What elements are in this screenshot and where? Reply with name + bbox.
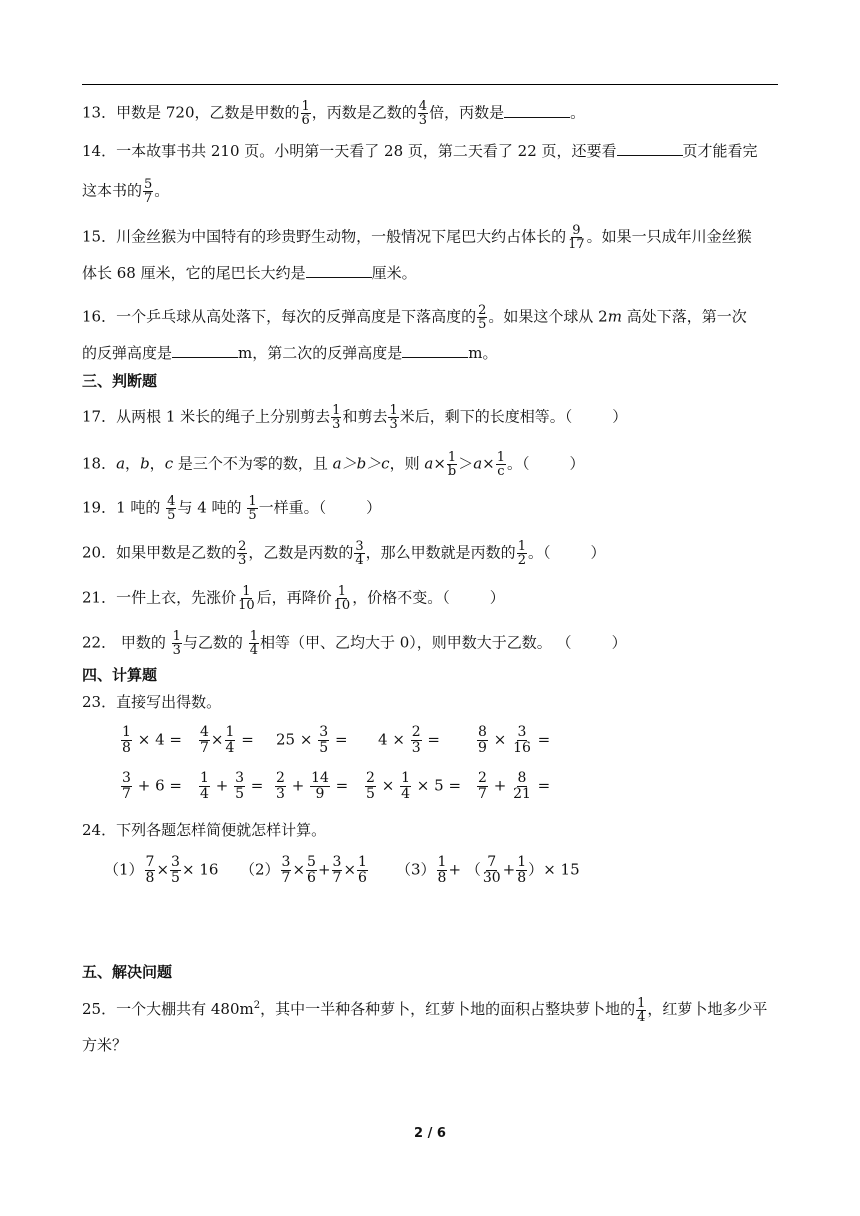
question-20 — [82, 540, 606, 567]
fraction — [237, 540, 247, 567]
denominator: 5 — [167, 508, 176, 523]
numerator: 2 — [366, 770, 375, 786]
denominator: 6 — [301, 113, 310, 128]
q18-text: 18． — [82, 454, 117, 473]
section-heading-problems: 五、解决问题 — [82, 963, 173, 981]
open-paren: （ — [465, 860, 481, 879]
plus-sign: + — [215, 776, 229, 795]
times-sign: × — [416, 776, 430, 795]
calc-item — [476, 771, 550, 802]
fraction — [517, 540, 527, 567]
q15-text: 体长 68 厘米，它的尾巴长大约是 — [82, 264, 306, 282]
q16-text: 的反弹高度是 — [82, 344, 173, 362]
var-a: a — [116, 454, 126, 473]
calc-item — [120, 725, 182, 756]
plus-sign: + — [317, 860, 331, 879]
section-heading-calculation: 四、计算题 — [82, 666, 158, 684]
fraction — [333, 585, 352, 612]
var-b: b — [140, 454, 150, 473]
numerator: 1 — [447, 450, 457, 465]
numerator: 1 — [517, 539, 526, 554]
fraction — [318, 725, 329, 756]
denominator: 8 — [122, 740, 131, 756]
q17-text: 米后，剩下的长度相等。（ — [399, 407, 573, 426]
numerator: 7 — [487, 854, 497, 870]
fraction — [199, 771, 210, 802]
denominator: 5 — [235, 786, 244, 802]
denominator: 17 — [568, 237, 585, 252]
q15-text: 15．川金丝猴为中国特有的珍贵野生动物，一般情况下尾巴大约占体长的 — [82, 227, 567, 246]
q14-text: 这本书的 — [82, 181, 143, 200]
q20-text: ） — [590, 543, 606, 562]
question-23-title: 23．直接写出得数。 — [82, 693, 222, 711]
q13-text: 。 — [570, 103, 586, 122]
equals-sign: = — [169, 730, 182, 749]
denominator: 5 — [478, 317, 487, 332]
numerator: 3 — [122, 770, 131, 786]
question-17 — [82, 404, 627, 431]
q14-text: 14．一本故事书共 210 页。小明第一天看了 28 页，第二天看了 22 页，还要看 — [82, 142, 617, 160]
numerator: 1 — [225, 724, 235, 740]
denominator: 7 — [332, 870, 342, 886]
question-13 — [82, 100, 585, 127]
plus-sign: + — [493, 776, 507, 795]
fraction — [301, 100, 311, 127]
calc-item — [198, 725, 254, 756]
q14-text: 页才能看完 — [682, 142, 758, 160]
number: 16 — [199, 860, 219, 879]
fraction — [172, 630, 182, 657]
equals-sign: = — [537, 776, 551, 795]
fraction — [388, 404, 398, 431]
denominator: b — [447, 464, 457, 479]
numerator: 8 — [478, 724, 487, 740]
q19-text: 19．1 吨的 — [82, 498, 166, 517]
item-number: （1） — [104, 860, 144, 879]
superscript: 2 — [253, 1000, 261, 1011]
fraction — [636, 997, 646, 1024]
times-sign: × — [156, 860, 170, 879]
page-number: 2 / 6 — [414, 1126, 446, 1141]
calc-item-24-3 — [396, 855, 580, 886]
times-sign: × — [543, 860, 556, 879]
numerator: 2 — [478, 303, 487, 318]
fraction — [121, 725, 132, 756]
q21-text: ） — [489, 588, 505, 607]
q18-text: ， — [125, 454, 141, 473]
question-25 — [82, 996, 767, 1024]
denominator: 4 — [225, 740, 235, 756]
numerator: 5 — [144, 177, 153, 192]
numerator: 4 — [200, 724, 209, 740]
header-rule — [82, 84, 778, 85]
fraction — [306, 855, 317, 886]
equals-sign: = — [427, 730, 440, 749]
fraction — [249, 630, 259, 657]
answer-blank[interactable] — [402, 343, 468, 358]
calc-item — [364, 771, 461, 802]
equals-sign: = — [335, 776, 349, 795]
denominator: 9 — [478, 740, 487, 756]
q25-text: 25．一个大棚共有 480m — [82, 1000, 254, 1018]
denominator: 2 — [517, 553, 526, 568]
calc-item — [274, 771, 348, 802]
numerator: 1 — [337, 584, 347, 599]
section-heading-judgement: 三、判断题 — [82, 372, 158, 390]
question-15-line2 — [82, 263, 417, 283]
fraction — [170, 855, 181, 886]
numerator: 1 — [172, 629, 181, 644]
numerator: 5 — [307, 854, 316, 870]
q16-text: 。如果这个球从 2 — [488, 307, 608, 326]
q17-text: 和剪去 — [342, 407, 388, 426]
q18-term: a× — [424, 454, 446, 473]
denominator: 7 — [200, 740, 209, 756]
q13-text: 13．甲数是 720，乙数是甲数的 — [82, 103, 300, 122]
question-15 — [82, 224, 752, 251]
question-19 — [82, 495, 381, 522]
denominator: 3 — [238, 553, 247, 568]
denominator: 4 — [637, 1009, 646, 1025]
numerator: 3 — [517, 724, 527, 740]
fraction — [512, 771, 532, 802]
q18-text: ） — [569, 454, 585, 473]
calc-item-24-2 — [240, 855, 369, 886]
times-sign: × — [292, 860, 306, 879]
fraction — [121, 771, 132, 802]
q16-text: 高处下落，第一次 — [621, 307, 747, 326]
times-sign: × — [181, 860, 195, 879]
question-16-line2 — [82, 343, 497, 363]
denominator: 5 — [248, 508, 257, 523]
calc-item — [276, 725, 348, 756]
numerator: 3 — [355, 539, 364, 554]
numerator: 14 — [311, 770, 329, 786]
q22-text: 与乙数的 — [182, 633, 248, 652]
q20-text: 。（ — [527, 543, 551, 562]
denominator: 3 — [276, 786, 285, 802]
q18-text: 。（ — [507, 454, 530, 473]
calc-item-24-1 — [104, 855, 218, 886]
times-sign: × — [392, 730, 405, 749]
answer-blank[interactable] — [306, 263, 372, 278]
denominator: 3 — [172, 643, 181, 658]
calc-item — [120, 771, 182, 802]
numerator: 3 — [332, 854, 342, 870]
q25-text: ，红萝卜地多少平 — [647, 1000, 768, 1018]
numerator: 1 — [389, 403, 398, 418]
fraction — [331, 404, 341, 431]
fraction — [437, 855, 448, 886]
fraction — [225, 725, 236, 756]
denominator: 21 — [513, 786, 531, 802]
q18-text: ， — [149, 454, 165, 473]
numerator: 3 — [171, 854, 180, 870]
fraction — [567, 224, 586, 251]
q13-text: 倍，丙数是 — [429, 103, 505, 122]
q16-text: m。 — [468, 344, 498, 362]
item-number: （3） — [396, 860, 436, 879]
denominator: 4 — [200, 786, 209, 802]
q13-text: ，丙数是乙数的 — [311, 103, 417, 122]
denominator: 7 — [478, 786, 487, 802]
numerator: 1 — [517, 854, 527, 870]
number: 25 — [276, 730, 296, 749]
equals-sign: = — [334, 730, 348, 749]
denominator: 7 — [122, 786, 131, 802]
question-14-line2 — [82, 178, 169, 205]
numerator: 1 — [437, 854, 447, 870]
denominator: 6 — [358, 870, 367, 886]
denominator: 3 — [411, 740, 421, 756]
q20-text: ，乙数是丙数的 — [248, 543, 354, 562]
q21-text: 21．一件上衣，先涨价 — [82, 588, 237, 607]
close-paren: ） — [528, 860, 544, 879]
fraction — [482, 855, 502, 886]
fraction — [516, 855, 527, 886]
plus-sign: + — [291, 776, 305, 795]
fraction — [512, 725, 532, 756]
number: 5 — [434, 776, 444, 795]
q16-text: m，第二次的反弹高度是 — [238, 344, 403, 362]
q22-text: 22． 甲数的 — [82, 633, 171, 652]
numerator: 7 — [145, 854, 155, 870]
equals-sign: = — [448, 776, 462, 795]
q17-text: ） — [612, 407, 628, 426]
numerator: 1 — [496, 450, 506, 465]
q19-text: 一样重。（ — [258, 498, 327, 517]
fraction — [354, 540, 364, 567]
number: 6 — [155, 776, 165, 795]
q20-text: 20．如果甲数是乙数的 — [82, 543, 237, 562]
numerator: 2 — [276, 770, 285, 786]
q19-text: ） — [366, 498, 382, 517]
denominator: 30 — [482, 870, 501, 886]
denominator: 5 — [319, 740, 329, 756]
plus-sign: + — [448, 860, 462, 879]
numerator: 3 — [319, 724, 329, 740]
times-sign: × — [299, 730, 313, 749]
fraction — [357, 855, 368, 886]
numerator: 4 — [167, 494, 176, 509]
numerator: 4 — [418, 99, 428, 114]
denominator: c — [497, 464, 505, 479]
question-22 — [82, 630, 627, 657]
numerator: 3 — [235, 770, 244, 786]
q21-text: ，价格不变。（ — [352, 588, 450, 607]
denominator: 8 — [517, 870, 527, 886]
fraction — [247, 495, 257, 522]
numerator: 3 — [281, 854, 291, 870]
denominator: 10 — [333, 598, 351, 613]
denominator: 8 — [437, 870, 447, 886]
equals-sign: = — [537, 730, 551, 749]
question-16 — [82, 304, 747, 331]
numerator: 1 — [358, 854, 367, 870]
denominator: 4 — [401, 786, 410, 802]
times-sign: × — [137, 730, 151, 749]
numerator: 1 — [637, 995, 646, 1011]
q18-text: ，则 — [389, 454, 425, 473]
fraction — [145, 855, 156, 886]
calc-item — [378, 725, 440, 756]
fraction — [365, 771, 376, 802]
equals-sign: = — [250, 776, 264, 795]
numerator: 1 — [301, 99, 310, 114]
denominator: 7 — [144, 191, 153, 206]
answer-blank[interactable] — [617, 141, 683, 156]
times-sign: × — [343, 860, 357, 879]
numerator: 1 — [200, 770, 209, 786]
denominator: 6 — [307, 870, 316, 886]
q25-text: ，其中一半种各种萝卜，红萝卜地的面积占整块萝卜地的 — [260, 1000, 636, 1018]
answer-blank[interactable] — [504, 103, 570, 118]
denominator: 8 — [145, 870, 155, 886]
denominator: 9 — [315, 786, 325, 802]
fraction — [143, 178, 153, 205]
fraction — [281, 855, 292, 886]
denominator: 7 — [281, 870, 291, 886]
times-sign: × — [493, 730, 507, 749]
q18-text: ＞ — [458, 454, 474, 473]
fraction — [310, 771, 330, 802]
fraction — [166, 495, 176, 522]
fraction — [199, 725, 210, 756]
q16-unit: m — [607, 307, 622, 326]
question-18 — [82, 451, 585, 478]
numerator: 1 — [332, 403, 341, 418]
var-c: c — [164, 454, 174, 473]
fraction — [477, 304, 487, 331]
numerator: 8 — [517, 770, 527, 786]
q15-text: 厘米。 — [371, 264, 417, 282]
times-sign: × — [210, 730, 224, 749]
q18-comparison: a＞b＞c — [332, 454, 390, 473]
denominator: 4 — [249, 643, 258, 658]
equals-sign: = — [169, 776, 182, 795]
answer-blank[interactable] — [172, 343, 238, 358]
fraction — [275, 771, 286, 802]
denominator: 4 — [355, 553, 364, 568]
denominator: 10 — [238, 598, 255, 613]
number: 15 — [560, 860, 580, 879]
numerator: 2 — [478, 770, 487, 786]
q22-text: ） — [611, 633, 627, 652]
q21-text: 后，再降价 — [256, 588, 332, 607]
q18-text: 是三个不为零的数，且 — [173, 454, 333, 473]
denominator: 3 — [418, 113, 428, 128]
numerator: 9 — [572, 223, 581, 238]
q18-term: a× — [473, 454, 495, 473]
question-24-title: 24．下列各题怎样简便就怎样计算。 — [82, 821, 327, 839]
numerator: 1 — [249, 629, 258, 644]
numerator: 1 — [401, 770, 410, 786]
fraction — [418, 100, 428, 127]
numerator: 2 — [238, 539, 247, 554]
q16-text: 16．一个乒乓球从高处落下，每次的反弹高度是下落高度的 — [82, 307, 477, 326]
fraction — [477, 771, 488, 802]
denominator: 5 — [171, 870, 180, 886]
numerator: 1 — [242, 584, 251, 599]
plus-sign: + — [137, 776, 151, 795]
q17-text: 17．从两根 1 米长的绳子上分别剪去 — [82, 407, 331, 426]
equals-sign: = — [241, 730, 254, 749]
numerator: 2 — [411, 724, 421, 740]
calc-item — [198, 771, 263, 802]
times-sign: × — [381, 776, 395, 795]
plus-sign: + — [502, 860, 516, 879]
number: 4 — [378, 730, 388, 749]
denominator: 16 — [513, 740, 531, 756]
q20-text: ，那么甲数就是丙数的 — [365, 543, 516, 562]
denominator: 3 — [389, 417, 398, 432]
denominator: 5 — [366, 786, 375, 802]
fraction — [237, 585, 256, 612]
fraction — [411, 725, 422, 756]
question-25-line2: 方米？ — [82, 1036, 128, 1054]
item-number: （2） — [240, 860, 280, 879]
q15-text: 。如果一只成年川金丝猴 — [586, 227, 752, 246]
fraction — [234, 771, 245, 802]
q22-text: 相等（甲、乙均大于 0），则甲数大于乙数。 （ — [259, 633, 572, 652]
numerator: 1 — [122, 724, 131, 740]
numerator: 1 — [248, 494, 257, 509]
fraction — [447, 451, 457, 478]
question-21 — [82, 585, 505, 612]
question-14 — [82, 141, 758, 161]
calc-item — [476, 725, 550, 756]
fraction — [496, 451, 506, 478]
q14-text: 。 — [154, 181, 170, 200]
number: 4 — [155, 730, 165, 749]
fraction — [477, 725, 488, 756]
fraction — [332, 855, 343, 886]
q19-text: 与 4 吨的 — [177, 498, 247, 517]
denominator: 3 — [332, 417, 341, 432]
fraction — [400, 771, 411, 802]
